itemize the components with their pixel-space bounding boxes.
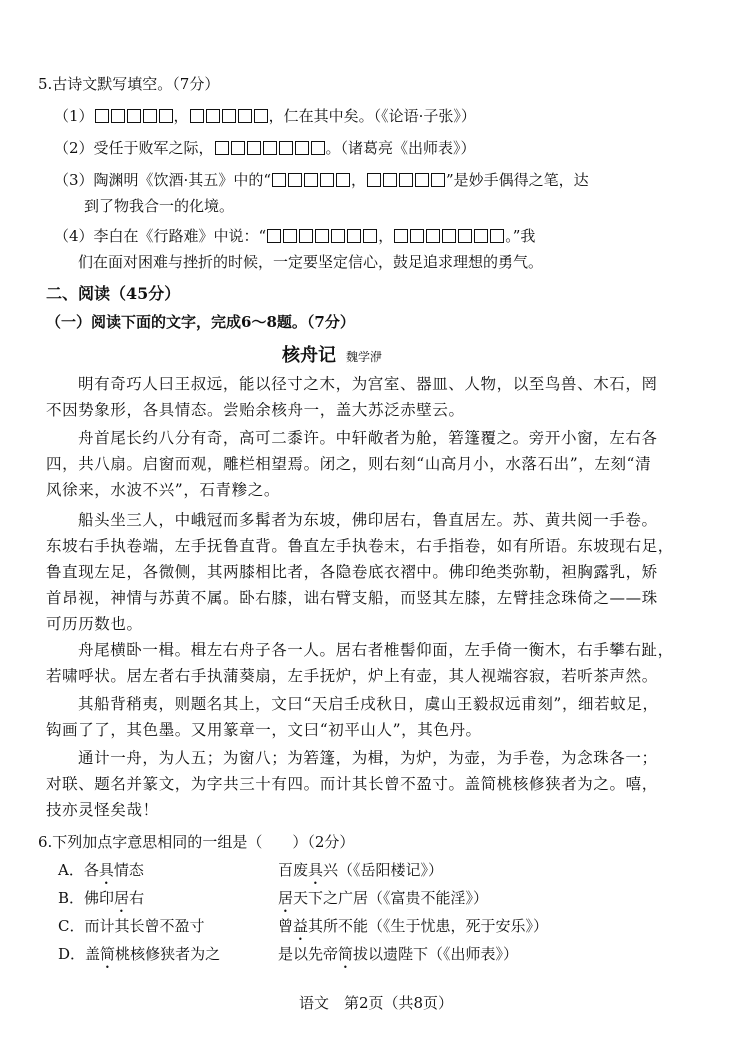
q5-item-3-line2: 到了物我合一的化境。 [84, 197, 235, 215]
passage-line: 风徐来，水波不兴”，石青糁之。 [46, 481, 280, 499]
q5-item-4-line2: 们在面对困难与挫折的时候，一定要坚定信心，鼓足追求理想的勇气。 [78, 253, 544, 271]
q6-title: 6.下列加点字意思相同的一组是（ ）（2分） [38, 833, 355, 851]
exam-page: 5.古诗文默写填空。（7分） （1） ， ，仁在其中矣。（《论语·子张》） （2）受任于败军之际， 。（诸葛亮《出师表》） （3）陶渊明《饮酒·其五》中的“ ， ”是妙手偶得之笔，达 到了物我合一的化境。 （4）李白在《行路难》中说：“ ， 。”我 们在面对困难与挫折的时候，一定要坚定信心，鼓足追求理想的勇气。 二、阅读（45分） （一）阅读下面的文字，完成6～8题。（7分） 核舟记 魏学洢 明有奇巧人曰王叔远，能以径寸之木，为宫室、器皿、人物，以至鸟兽、木石，罔 不因势象形，各具情态。尝贻余核舟一，盖大苏泛赤壁云。 舟首尾长约八分有奇，高可二黍许。中轩敞者为舱，箬篷覆之。旁开小窗，左右各 四，共八扇。启窗而观，雕栏相望焉。闭之，则右刻“山高月小，水落石出”，左刻“清 风徐来，水波不兴”，石青糁之。 船头坐三人，中峨冠而多髯者为东坡，佛印居右，鲁直居左。苏、黄共阅一手卷。 东坡右手执卷端，左手抚鲁直背。鲁直左手执卷末，右手指卷，如有所语。东坡现右足， 鲁直现左足，各微侧，其两膝相比者，各隐卷底衣褶中。佛印绝类弥勒，袒胸露乳，矫 首昂视，神情与苏黄不属。卧右膝，诎右臂支船，而竖其左膝，左臂挂念珠倚之——珠 可历历数也。 舟尾横卧一楫。楫左右舟子各一人。居右者椎髻仰面，左手倚一衡木，右手攀右趾， 若啸呼状。居左者右手执蒲葵扇，左手抚炉，炉上有壶，其人视端容寂，若听茶声然。 其船背稍夷，则题名其上，文曰“天启壬戌秋日，虞山王毅叔远甫刻”，细若蚊足， 钩画了了，其色墨。又用篆章一，文曰“初平山人”，其色丹。 通计一舟，为人五；为窗八；为箬篷，为楫，为炉，为壶，为手卷，为念珠各一； 对联、题名并篆文，为字共三十有四。而计其长曾不盈寸。盖简桃核修狭者为之。嘻， 技亦灵怪矣哉！ 6.下列加点字意思相同的一组是（ ）（2分） A．各具情态 百废具兴（《岳阳楼记》） B．佛印居右 居天下之广居（《富贵不能淫》） C．而计其长曾不盈寸 曾益其所不能（《生于忧患，死于安乐》） D．盖简桃核修狭者为之 是以先帝简拔以遗陛下（《出师表》） 语文 第2页（共8页） [0, 0, 752, 1062]
q5-item-2: （2）受任于败军之际， 。（诸葛亮《出师表》） [54, 139, 476, 157]
passage-line: 不因势象形，各具情态。尝贻余核舟一，盖大苏泛赤壁云。 [46, 401, 465, 419]
passage-line: 四，共八扇。启窗而观，雕栏相望焉。闭之，则右刻“山高月小，水落石出”，左刻“清 [46, 455, 652, 473]
passage-line: 通计一舟，为人五；为窗八；为箬篷，为楫，为炉，为壶，为手卷，为念珠各一； [78, 749, 658, 767]
passage-line: 其船背稍夷，则题名其上，文曰“天启壬戌秋日，虞山王毅叔远甫刻”，细若蚊足， [78, 695, 659, 713]
passage-line: 首昂视，神情与苏黄不属。卧右膝，诎右臂支船，而竖其左膝，左臂挂念珠倚之——珠 [46, 589, 658, 607]
passage-line: 舟首尾长约八分有奇，高可二黍许。中轩敞者为舱，箬篷覆之。旁开小窗，左右各 [78, 429, 658, 447]
passage-heading [282, 346, 382, 367]
page-footer: 语文 第2页（共8页） [298, 994, 454, 1012]
passage-line: 船头坐三人，中峨冠而多髯者为东坡，佛印居右，鲁直居左。苏、黄共阅一手卷。 [78, 511, 658, 529]
passage-line: 技亦灵怪矣哉！ [46, 801, 159, 819]
section-2-sub-1: （一）阅读下面的文字，完成6～8题。（7分） [46, 313, 355, 331]
q5-title: 5.古诗文默写填空。（7分） [38, 75, 220, 93]
q5-item-1: （1） ， ，仁在其中矣。（《论语·子张》） [54, 107, 476, 125]
section-2-title: 二、阅读（45分） [46, 284, 181, 303]
passage-line: 钩画了了，其色墨。又用篆章一，文曰“初平山人”，其色丹。 [46, 721, 482, 739]
passage-line: 舟尾横卧一楫。楫左右舟子各一人。居右者椎髻仰面，左手倚一衡木，右手攀右趾， [78, 641, 674, 659]
passage-line: 鲁直现左足，各微侧，其两膝相比者，各隐卷底衣褶中。佛印绝类弥勒，袒胸露乳，矫 [46, 563, 658, 581]
passage-line: 可历历数也。 [46, 615, 143, 633]
q5-item-4: （4）李白在《行路难》中说：“ ， 。”我 [54, 227, 536, 245]
passage-author: 魏学洢 [346, 350, 383, 364]
passage-title: 核舟记 [282, 345, 336, 366]
passage-line: 若啸呼状。居左者右手执蒲葵扇，左手抚炉，炉上有壶，其人视端容寂，若听茶声然。 [46, 667, 658, 685]
passage-line: 对联、题名并篆文，为字共三十有四。而计其长曾不盈寸。盖简桃核修狭者为之。嘻， [46, 775, 658, 793]
passage-line: 明有奇巧人曰王叔远，能以径寸之木，为宫室、器皿、人物，以至鸟兽、木石，罔 [78, 375, 658, 393]
q5-item-3: （3）陶渊明《饮酒·其五》中的“ ， ”是妙手偶得之笔，达 [54, 171, 589, 189]
passage-line: 东坡右手执卷端，左手抚鲁直背。鲁直左手执卷末，右手指卷，如有所语。东坡现右足， [46, 537, 674, 555]
